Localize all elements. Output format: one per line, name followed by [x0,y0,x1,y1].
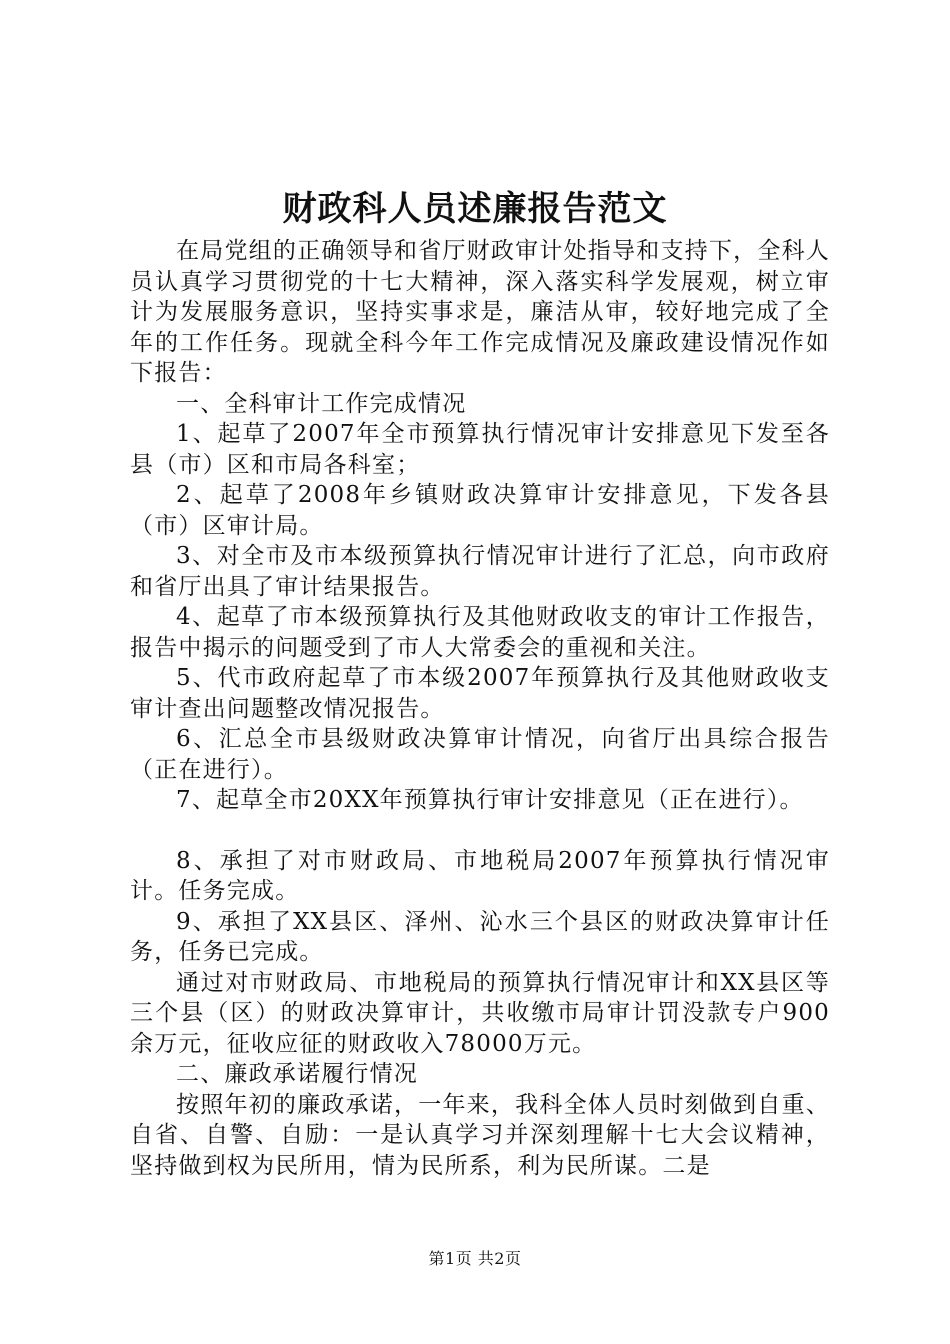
page-number: 第1页 共2页 [428,1249,522,1268]
list-item: 9、承担了XX县区、泽州、沁水三个县区的财政决算审计任务，任务已完成。 [130,908,830,965]
paragraph-intro: 在局党组的正确领导和省厅财政审计处指导和支持下，全科人员认真学习贯彻党的十七大精神，深入落实科学发展观，树立审计为发展服务意识，坚持实事求是，廉洁从审，较好地完成了全年的工作任务。现就全科今年工作完成情况及廉政建设情况作如下报告： [130,238,830,386]
section-heading-2: 二、廉政承诺履行情况 [176,1061,418,1087]
list-item: 3、对全市及市本级预算执行情况审计进行了汇总，向市政府和省厅出具了审计结果报告。 [130,543,830,600]
list-item: 6、汇总全市县级财政决算审计情况，向省厅出具综合报告（正在进行）。 [130,726,830,783]
section-heading-1: 一、全科审计工作完成情况 [176,390,467,417]
list-item: 5、代市政府起草了市本级2007年预算执行及其他财政收支审计查出问题整改情况报告。 [130,665,830,722]
list-item: 7、起草全市20XX年预算执行审计安排意见（正在进行）。 [176,787,804,813]
paragraph-commitment: 按照年初的廉政承诺，一年来，我科全体人员时刻做到自重、自省、自警、自励：一是认真学习并深刻理解十七大会议精神，坚持做到权为民所用，情为民所系，利为民所谋。二是 [130,1091,830,1179]
paragraph-summary: 通过对市财政局、市地税局的预算执行情况审计和XX县区等三个县（区）的财政决算审计，共收缴市局审计罚没款专户900余万元，征收应征的财政收入78000万元。 [130,969,830,1057]
list-item: 8、承担了对市财政局、市地税局2007年预算执行情况审计。任务完成。 [130,847,830,904]
list-item: 4、起草了市本级预算执行及其他财政收支的审计工作报告，报告中揭示的问题受到了市人大常委会的重视和关注。 [130,604,830,661]
document-body [130,236,830,1181]
document-title: 财政科人员述廉报告范文 [282,189,668,229]
list-item: 1、起草了2007年全市预算执行情况审计安排意见下发至各县（市）区和市局各科室； [130,421,830,478]
list-item: 2、起草了2008年乡镇财政决算审计安排意见，下发各县（市）区审计局。 [130,482,830,539]
